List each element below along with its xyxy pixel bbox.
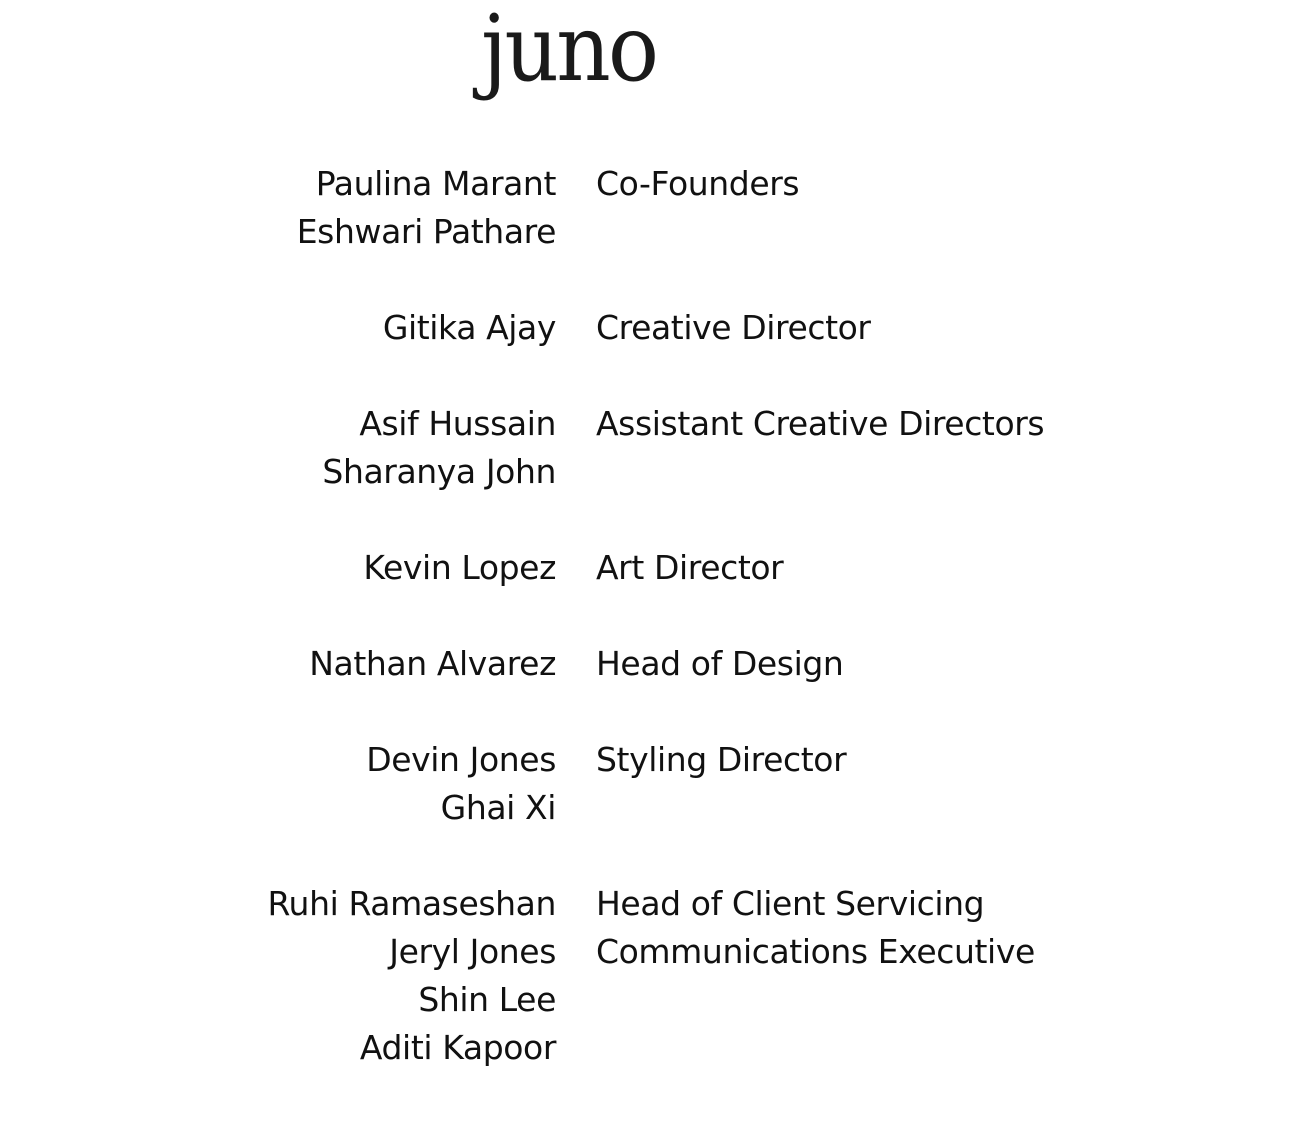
roles-column	[596, 544, 1256, 592]
credit-group-creative-director	[0, 304, 1303, 352]
names-column	[0, 304, 556, 352]
role-title: Assistant Creative Directors	[596, 404, 1045, 443]
roles-column	[596, 640, 1256, 688]
person-name: Ruhi Ramaseshan	[267, 884, 556, 923]
person-name: Nathan Alvarez	[309, 644, 556, 683]
person-name: Sharanya John	[322, 452, 556, 491]
person-name: Gitika Ajay	[382, 308, 556, 347]
credit-group-client-servicing	[0, 880, 1303, 1072]
role-title: Art Director	[596, 548, 784, 587]
role-title: Styling Director	[596, 740, 847, 779]
names-column	[0, 640, 556, 688]
roles-column	[596, 400, 1256, 496]
role-title: Head of Client Servicing	[596, 884, 985, 923]
credit-group-head-of-design	[0, 640, 1303, 688]
names-column	[0, 160, 556, 256]
person-name: Eshwari Pathare	[296, 212, 556, 251]
names-column	[0, 544, 556, 592]
credits-list	[0, 160, 1303, 1120]
roles-column	[596, 304, 1256, 352]
names-column	[0, 736, 556, 832]
person-name: Shin Lee	[418, 980, 556, 1019]
person-name: Jeryl Jones	[389, 932, 556, 971]
person-name: Asif Hussain	[359, 404, 556, 443]
person-name: Paulina Marant	[315, 164, 556, 203]
credit-group-art-director	[0, 544, 1303, 592]
role-title: Co-Founders	[596, 164, 800, 203]
credit-group-assistant-creative-directors	[0, 400, 1303, 496]
role-title: Head of Design	[596, 644, 844, 683]
roles-column	[596, 160, 1256, 256]
role-title: Communications Executive	[596, 932, 1035, 971]
roles-column	[596, 880, 1256, 1072]
person-name: Devin Jones	[366, 740, 556, 779]
juno-logo: juno	[481, 0, 657, 102]
roles-column	[596, 736, 1256, 832]
role-title: Creative Director	[596, 308, 871, 347]
person-name: Ghai Xi	[440, 788, 556, 827]
credit-group-co-founders	[0, 160, 1303, 256]
person-name: Kevin Lopez	[363, 548, 556, 587]
credit-group-styling-director	[0, 736, 1303, 832]
names-column	[0, 880, 556, 1072]
person-name: Aditi Kapoor	[359, 1028, 556, 1067]
names-column	[0, 400, 556, 496]
